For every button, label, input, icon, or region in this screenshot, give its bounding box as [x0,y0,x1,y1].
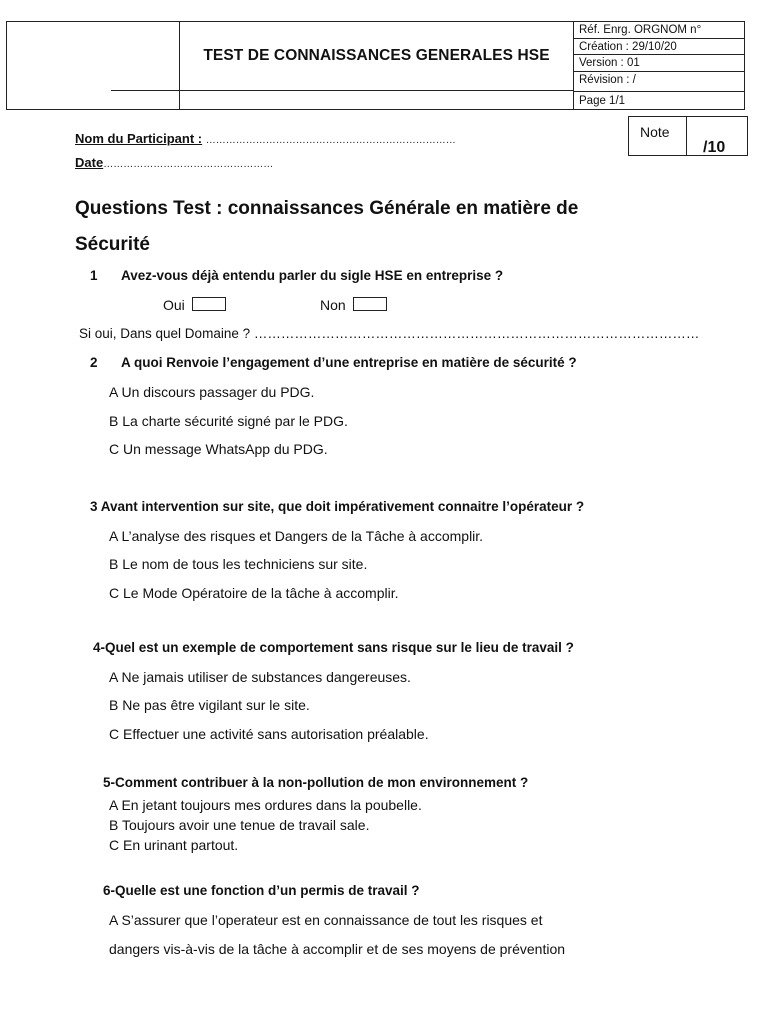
question-2-option-a[interactable]: A Un discours passager du PDG. [109,384,315,400]
logo-cell [7,22,180,109]
question-2-option-b[interactable]: B La charte sécurité signé par le PDG. [109,413,348,429]
participant-field[interactable] [75,131,456,146]
document-meta-table [573,22,745,109]
question-1-number: 1 [90,268,98,283]
note-box [628,116,748,156]
question-3-option-b[interactable]: B Le nom de tous les techniciens sur site. [109,556,368,572]
question-5-option-b[interactable]: B Toujours avoir une tenue de travail sale. [109,817,370,833]
question-4-option-a[interactable]: A Ne jamais utiliser de substances dangereuses. [109,669,411,685]
note-label: Note [629,117,687,155]
meta-creation: Création : 29/10/20 [574,39,745,56]
meta-version: Version : 01 [574,55,745,72]
question-1-text: Avez-vous déjà entendu parler du sigle HSE en entreprise ? [121,268,504,283]
question-3-option-c[interactable]: C Le Mode Opératoire de la tâche à accomplir. [109,585,399,601]
document-header [6,21,745,110]
question-3-option-a[interactable]: A L’analyse des risques et Dangers de la Tâche à accomplir. [109,528,484,544]
meta-ref: Réf. Enrg. ORGNOM n° [574,22,745,39]
question-2-option-c[interactable]: C Un message WhatsApp du PDG. [109,441,328,457]
note-score: /10 [703,139,726,156]
question-5-option-c[interactable]: C En urinant partout. [109,837,239,853]
question-2-number: 2 [90,355,98,370]
section-heading-line2: Sécurité [75,234,150,255]
date-label: Date [75,155,104,170]
question-5-text: 5-Comment contribuer à la non-pollution de mon environnement ? [103,775,529,790]
question-5-option-a[interactable]: A En jetant toujours mes ordures dans la poubelle. [109,797,422,813]
question-3-text: 3 Avant intervention sur site, que doit impérativement connaitre l’opérateur ? [90,499,585,514]
question-2-text: A quoi Renvoie l’engagement d’une entreprise en matière de sécurité ? [121,355,577,370]
question-1 [90,268,503,283]
date-dots: …………………………………………… [103,159,274,170]
participant-dots: ………………………………………………………………… [205,135,456,146]
meta-page: Page 1/1 [574,91,745,109]
title-rule [111,90,574,91]
option-yes-label: Oui [163,297,185,313]
participant-label: Nom du Participant : [75,131,203,146]
section-heading-line1: Questions Test : connaissances Générale en matière de [75,198,579,219]
question-4-option-c[interactable]: C Effectuer une activité sans autorisation préalable. [109,726,429,742]
question-1-followup[interactable]: Si oui, Dans quel Domaine ? ……………………………………………………………………………………… [79,326,700,341]
question-2 [90,355,577,370]
option-no-label: Non [320,297,346,313]
question-6-option-a-cont: dangers vis-à-vis de la tâche à accomplir et de ses moyens de prévention [109,941,566,957]
meta-revision: Révision : / [579,73,636,86]
question-6-text: 6-Quelle est une fonction d’un permis de travail ? [103,883,420,898]
checkbox-no[interactable] [353,297,387,311]
question-4-text: 4-Quel est un exemple de comportement sans risque sur le lieu de travail ? [93,640,574,655]
question-4-option-b[interactable]: B Ne pas être vigilant sur le site. [109,697,310,713]
question-6-option-a[interactable]: A S’assurer que l’operateur est en connaissance de tout les risques et [109,912,543,928]
checkbox-yes[interactable] [192,297,226,311]
date-field[interactable] [75,155,273,170]
document-title: TEST DE CONNAISSANCES GENERALES HSE [203,47,550,64]
